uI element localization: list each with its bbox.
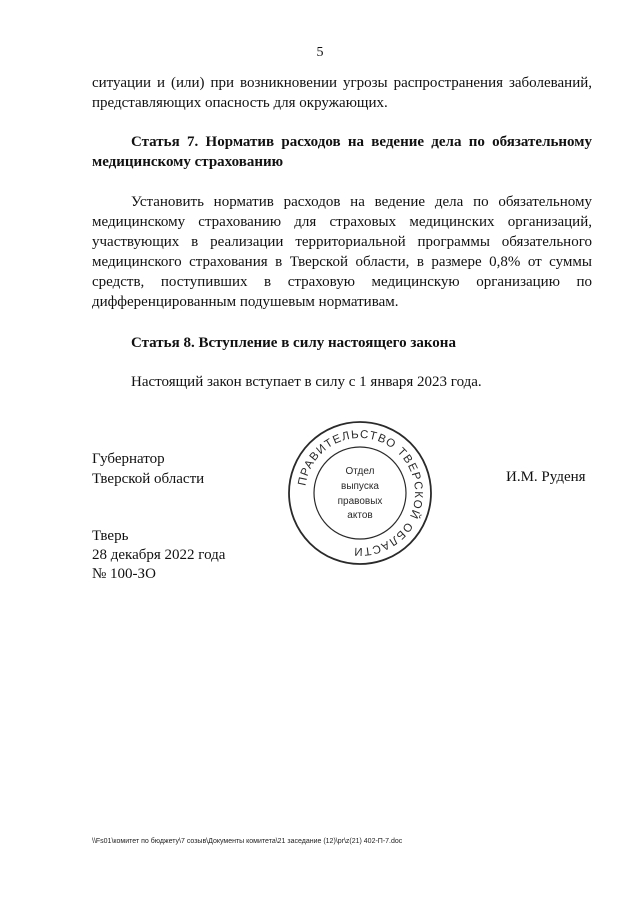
stamp-inner-line: правовых [337,496,383,507]
stamp-inner-line: актов [347,510,373,521]
article-7-body-line: медицинского страхования в Тверской области, в размере 0,8% от суммы [92,254,592,270]
signatory-name: И.М. Руденя [506,469,586,485]
stamp-outer-ring [289,422,431,564]
footer-file-path: \\Fs01\комитет по бюджету\7 созыв\Документы комитета\21 заседание (12)\pr\z(21) 402-П-7.doc [92,838,403,845]
article-7-heading [92,132,592,172]
law-number: № 100-ЗО [92,566,156,582]
stamp-inner-line: Отдел [345,466,375,477]
city: Тверь [92,528,129,544]
page-number: 5 [316,45,324,60]
intro-line: ситуации и (или) при возникновении угрозы распространения заболеваний, [92,75,592,91]
article-8-body: Настоящий закон вступает в силу с 1 января 2023 года. [131,374,482,390]
stamp-inner-ring [314,447,406,539]
signatory-title [92,449,204,489]
stamp-outer-text-path: ПРАВИТЕЛЬСТВО ТВЕРСКОЙ ОБЛАСТИ [296,428,425,558]
article-8-heading [92,333,592,353]
stamp-inner-line: выпуска [341,481,379,492]
article-7-body-line: Установить норматив расходов на ведение дела по обязательному [131,194,592,210]
article-8-heading-text: Статья 8. Вступление в силу настоящего закона [131,335,456,351]
stamp-outer-text [296,429,424,557]
article-7-body-line: средств, поступивших в страховую медицинскую организацию по [92,274,592,290]
article-7-body-line: дифференцированным подушевым нормативам. [92,294,399,310]
place-and-date [92,527,225,584]
article-7-body-line: медицинскому страхованию для страховых медицинских организаций, [92,214,592,230]
article-7-body [92,192,592,312]
intro-line: представляющих опасность для окружающих. [92,95,388,111]
date: 28 декабря 2022 года [92,547,226,563]
article-7-heading-line: медицинскому страхованию [92,154,284,170]
article-7-body-line: участвующих в реализации территориальной программы обязательного [92,234,592,250]
official-stamp [285,418,435,568]
article-7-heading-line: Статья 7. Норматив расходов на ведение дела по обязательному [131,134,592,150]
signatory-title-line1: Губернатор [92,451,165,467]
intro-paragraph [92,73,592,113]
signatory-title-line2: Тверской области [92,471,205,487]
